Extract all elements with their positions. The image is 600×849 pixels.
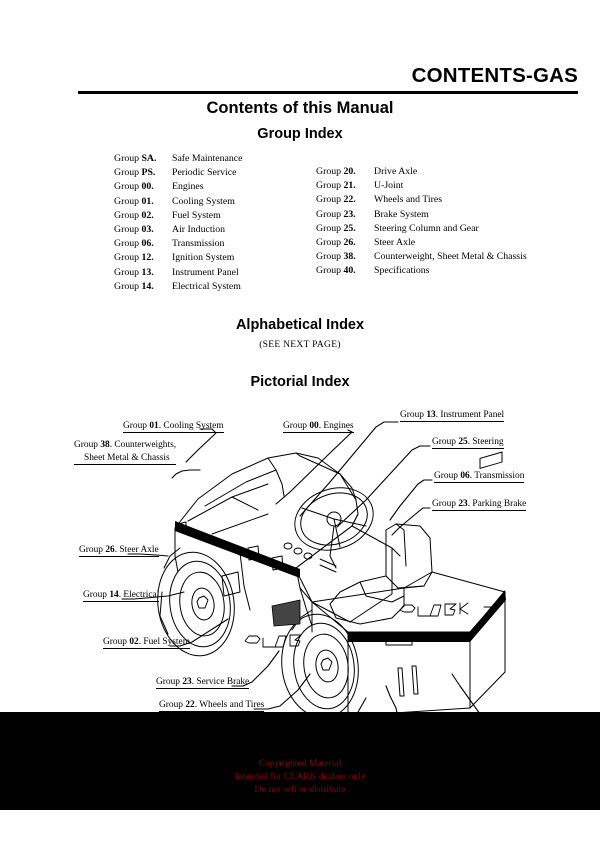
- group-index-row-name: Safe Maintenance: [172, 153, 243, 164]
- group-number: PS.: [141, 167, 156, 179]
- group-index-right-column: [316, 165, 527, 279]
- group-number: 03.: [141, 224, 154, 236]
- group-index-row-name: Brake System: [374, 208, 429, 220]
- copyright-line-3: Do not sell or distribute: [254, 784, 346, 796]
- group-word: Group: [114, 209, 142, 221]
- group-index-row-name: Drive Axle: [374, 166, 418, 177]
- group-word: Group: [114, 238, 142, 250]
- tractor-hood: [175, 453, 358, 602]
- group-number: 20.: [343, 166, 356, 177]
- group-number: SA.: [141, 153, 157, 164]
- group-number: 14.: [141, 280, 154, 292]
- hood-accent-stripe: [175, 521, 300, 578]
- group-number: 25.: [343, 222, 356, 234]
- group-index-row-label: [114, 237, 172, 251]
- group-index-row: [114, 223, 242, 237]
- contents-heading: Contents of this Manual: [206, 99, 394, 117]
- group-index-row-name: Fuel System: [172, 209, 221, 221]
- group-word: Group: [114, 153, 142, 164]
- group-index-row-label: [316, 193, 374, 207]
- group-index-row: [316, 236, 527, 250]
- group-index-row: [316, 264, 527, 278]
- group-word: Group: [316, 237, 344, 249]
- group-number: 02.: [141, 209, 154, 221]
- pictorial-label-parking-brake: Group 23. Parking Brake: [432, 499, 527, 509]
- group-index-row-name: Periodic Service: [172, 167, 237, 179]
- group-word: Group: [114, 252, 142, 264]
- header-rule: [78, 91, 578, 94]
- brand-clark-side: [245, 635, 301, 647]
- group-index-row-name: Electrical System: [172, 280, 241, 292]
- pictorial-label-fuel-system: Group 02. Fuel System: [103, 637, 190, 647]
- pictorial-label-steering: Group 25. Steering: [432, 437, 504, 447]
- pictorial-label-instrument-panel: Group 13. Instrument Panel: [400, 410, 505, 420]
- group-word: Group: [316, 180, 344, 192]
- group-index-row-name: Wheels and Tires: [374, 194, 443, 206]
- pictorial-label-counterweights-sheet-metal: Group 38. Counterweights, Sheet Metal & Chassis: [74, 439, 176, 465]
- group-index-row: [114, 251, 242, 265]
- group-index-row-name: Specifications: [374, 265, 430, 277]
- group-index-row-label: [316, 250, 374, 264]
- page-header-title: CONTENTS-GAS: [411, 64, 578, 87]
- group-index-row: [316, 165, 527, 179]
- group-index-row-label: [316, 179, 374, 193]
- alphabetical-index-note: (SEE NEXT PAGE): [259, 340, 341, 350]
- group-number: 06.: [141, 238, 154, 250]
- group-index-row-label: [316, 264, 374, 278]
- group-index-row-label: [114, 166, 172, 180]
- group-word: Group: [114, 167, 142, 179]
- group-index-row-label: [316, 165, 374, 179]
- pictorial-index-figure: [0, 396, 600, 714]
- group-number: 13.: [141, 266, 154, 278]
- group-number: 00.: [141, 181, 154, 193]
- group-word: Group: [114, 195, 142, 207]
- group-index-row: [114, 280, 242, 294]
- copyright-line-1: Copyrighted Material: [258, 758, 342, 769]
- pictorial-label-cooling-system: Group 01. Cooling System: [123, 421, 224, 431]
- group-number: 38.: [343, 251, 356, 263]
- pictorial-label-transmission: Group 06. Transmission: [434, 471, 525, 481]
- pictorial-index-heading: Pictorial Index: [250, 374, 350, 390]
- group-word: Group: [114, 181, 142, 193]
- group-index-row-name: Cooling System: [172, 195, 235, 207]
- group-index-row-name: Transmission: [172, 238, 225, 250]
- group-word: Group: [316, 208, 344, 220]
- group-index-row-name: Steering Column and Gear: [374, 222, 479, 234]
- group-index-row-name: Air Induction: [172, 224, 226, 236]
- group-index-row: [114, 166, 242, 180]
- group-index-row-label: [316, 222, 374, 236]
- group-index-row-label: [114, 209, 172, 223]
- group-index-row-label: [114, 266, 172, 280]
- pictorial-label-steer-axle: Group 26. Steer Axle: [79, 545, 159, 555]
- group-word: Group: [114, 280, 142, 292]
- group-number: 22.: [343, 194, 356, 206]
- group-index-row-name: Counterweight, Sheet Metal & Chassis: [374, 251, 527, 263]
- group-index-row: [316, 222, 527, 236]
- group-number: 01.: [141, 195, 154, 207]
- group-index-row: [316, 208, 527, 222]
- alphabetical-index-heading: Alphabetical Index: [235, 317, 365, 333]
- group-number: 21.: [343, 180, 356, 192]
- steering-wheel: [287, 478, 382, 568]
- group-word: Group: [316, 166, 344, 177]
- group-word: Group: [316, 265, 344, 277]
- group-number: 26.: [343, 237, 356, 249]
- group-index-row-name: Steer Axle: [374, 237, 416, 249]
- group-word: Group: [316, 251, 344, 263]
- group-index-row: [114, 266, 242, 280]
- group-index-heading: Group Index: [257, 126, 343, 142]
- copyright-notice: [0, 757, 600, 797]
- pictorial-label-service-brake: Group 23. Service Brake: [156, 677, 250, 687]
- group-index-left-column: [114, 152, 242, 294]
- group-index-row-name: Engines: [172, 181, 204, 193]
- group-index-row-label: [114, 195, 172, 209]
- group-index-row: [316, 193, 527, 207]
- group-index-row: [114, 237, 242, 251]
- rear-counterweight-box: [312, 572, 505, 714]
- group-index-row-label: [114, 280, 172, 294]
- step-plate: [272, 600, 300, 626]
- group-index-row: [316, 250, 527, 264]
- rear-handles: [398, 666, 418, 696]
- group-index-row-name: U-Joint: [374, 180, 404, 192]
- group-word: Group: [316, 222, 344, 234]
- group-word: Group: [114, 266, 142, 278]
- group-index-row: [114, 195, 242, 209]
- group-number: 40.: [343, 265, 356, 277]
- group-index-row-name: Ignition System: [172, 252, 235, 264]
- group-index-row-label: [114, 180, 172, 194]
- copyright-line-2: Intended for CLARK dealers only: [234, 771, 366, 783]
- group-index-row: [114, 209, 242, 223]
- group-index-row: [114, 180, 242, 194]
- group-index-row-name: Instrument Panel: [172, 266, 239, 278]
- group-word: Group: [316, 194, 344, 206]
- group-index-row-label: [316, 236, 374, 250]
- group-index-row: [114, 152, 242, 166]
- brand-clark-rear: [400, 603, 468, 616]
- group-index-row-label: [114, 223, 172, 237]
- group-index-row: [316, 179, 527, 193]
- pictorial-label-electrical: Group 14. Electrical: [83, 590, 160, 600]
- group-index-row-label: [114, 152, 172, 166]
- group-index-row-label: [114, 251, 172, 265]
- pictorial-label-wheels-and-tires: Group 22. Wheels and Tires: [159, 700, 265, 710]
- pictorial-label-engines: Group 00. Engines: [283, 421, 354, 431]
- group-word: Group: [114, 224, 142, 236]
- group-number: 12.: [141, 252, 154, 264]
- operator-seat: [330, 524, 432, 624]
- group-number: 23.: [343, 208, 356, 220]
- group-index-row-label: [316, 208, 374, 222]
